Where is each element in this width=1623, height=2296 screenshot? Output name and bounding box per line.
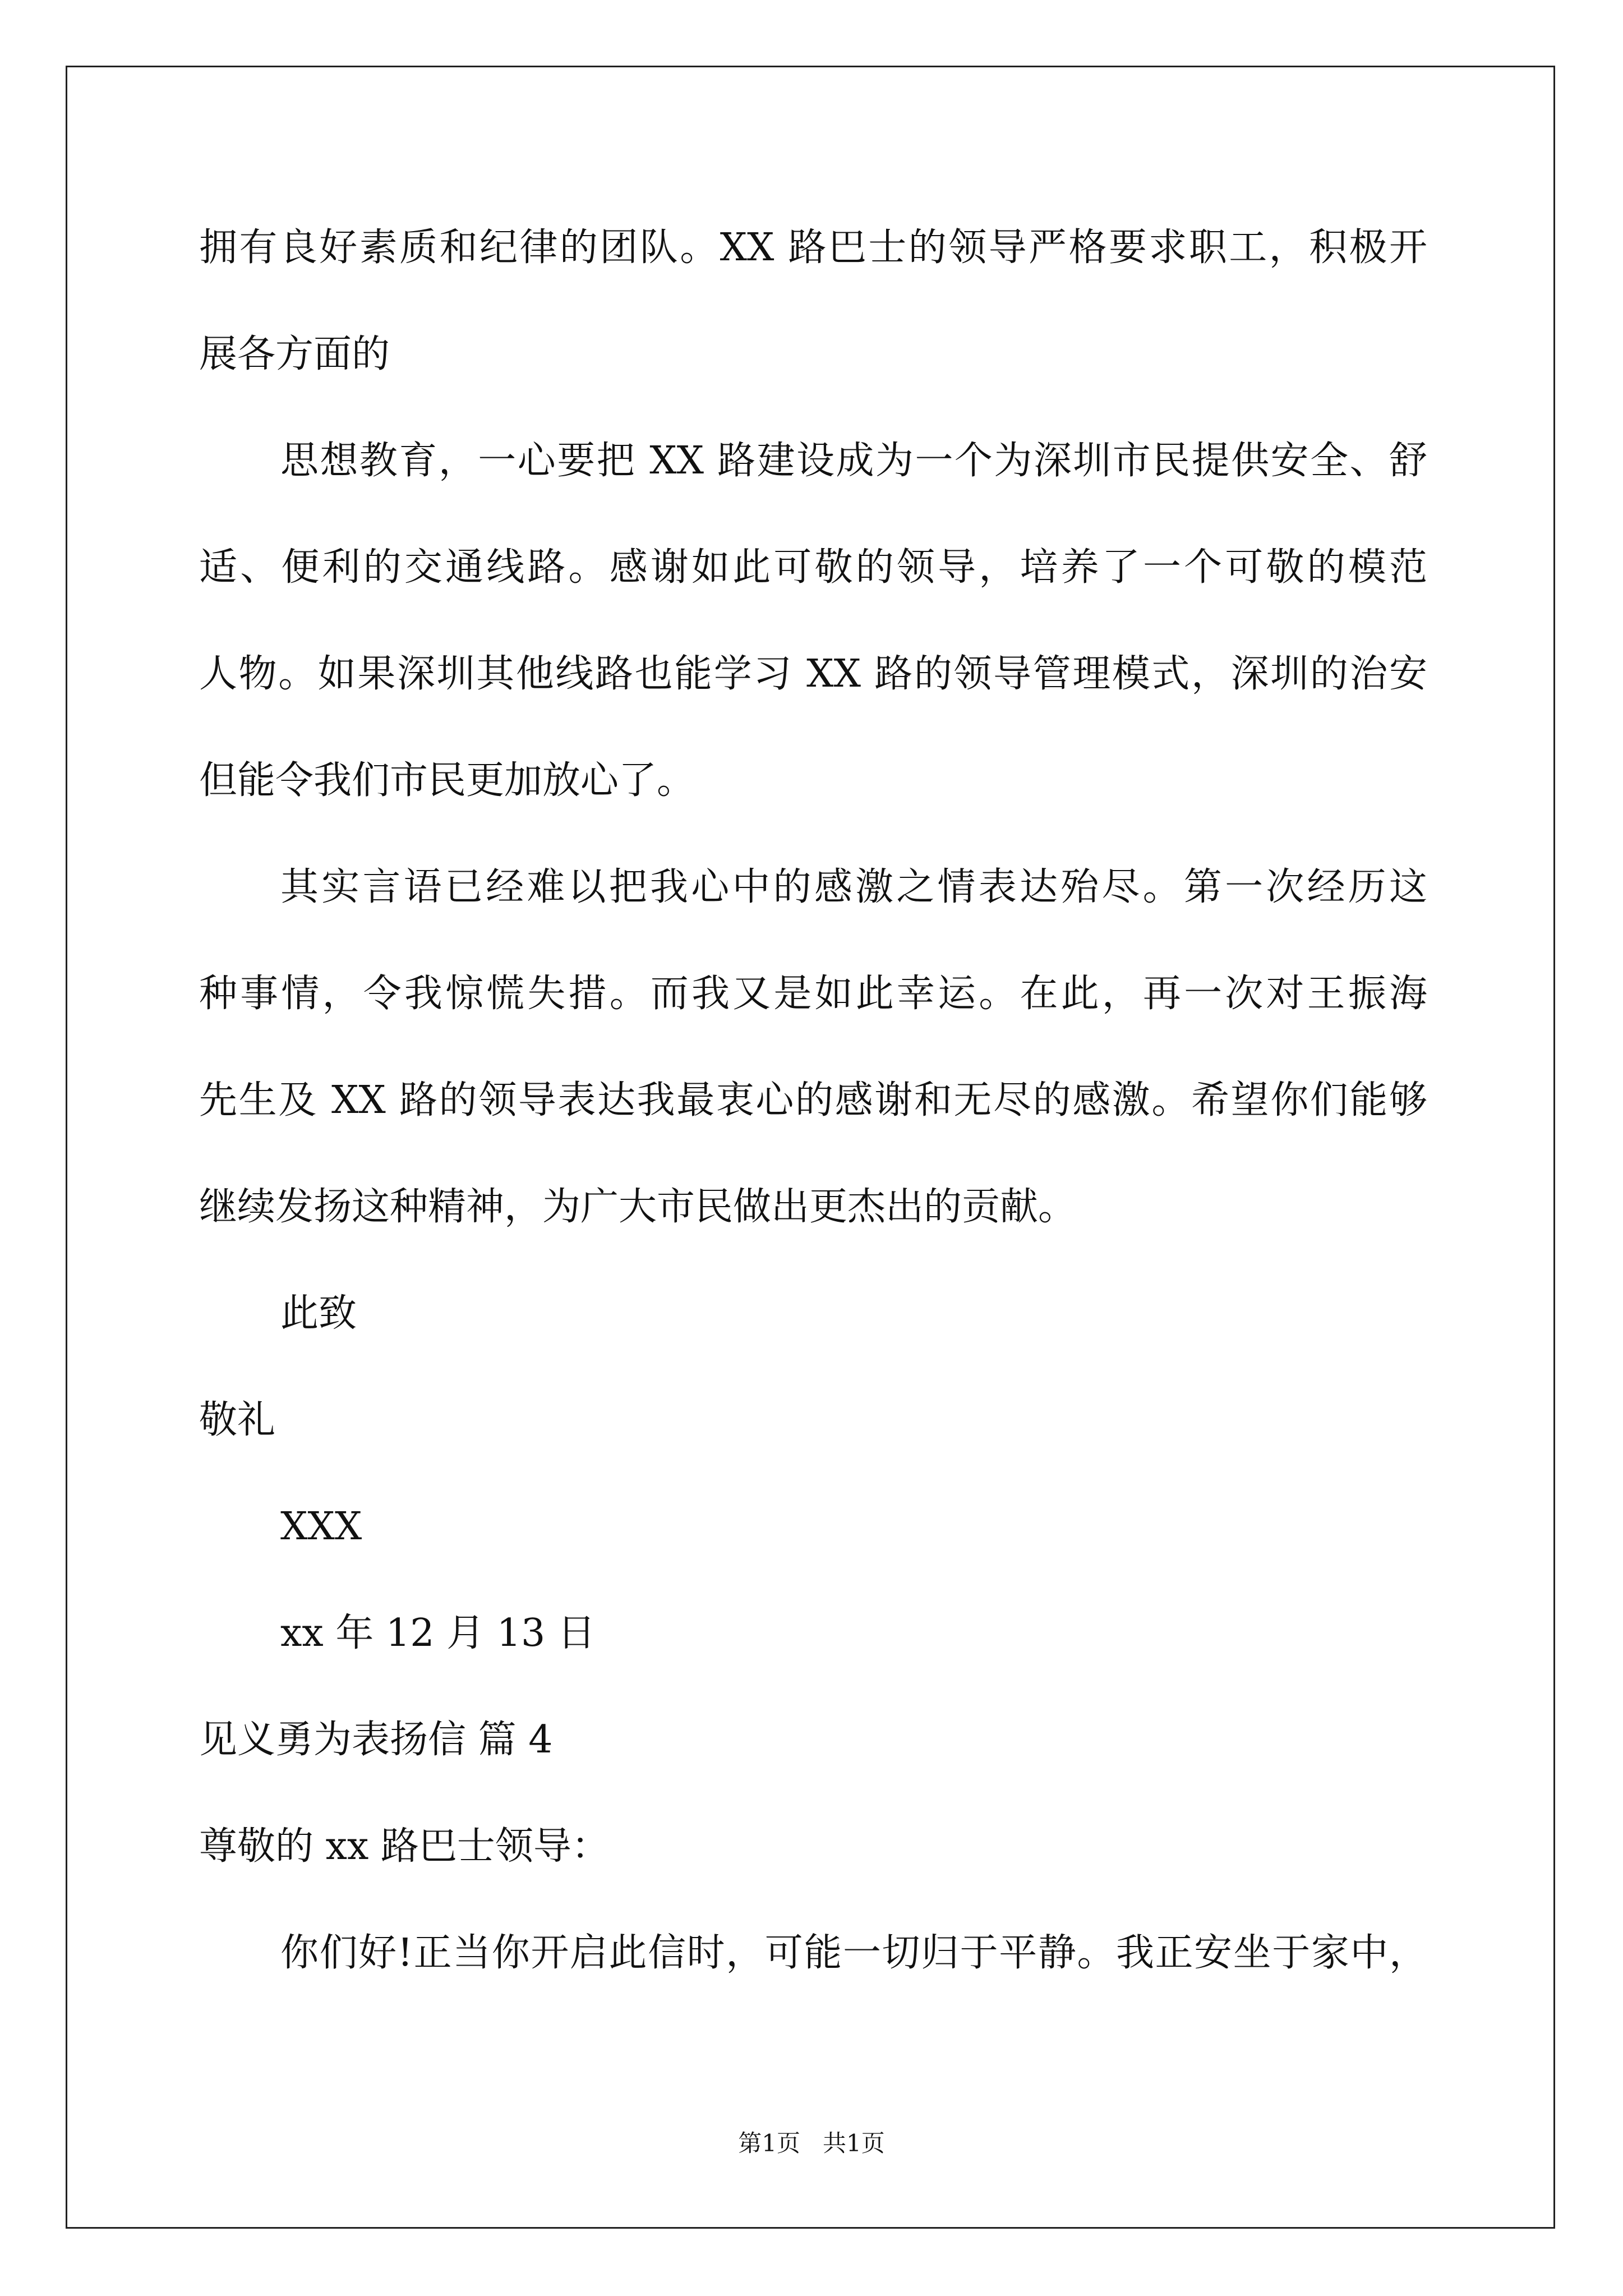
- body-line-6: 但能令我们市民更加放心了。: [199, 758, 695, 803]
- body-line-17: 你们好!正当你开启此信时，可能一切归于平静。我正安坐于家中，: [280, 1931, 1427, 1975]
- letter-date: xx 年 12 月 13 日: [280, 1611, 596, 1655]
- closing-regards: 敬礼: [199, 1398, 276, 1442]
- body-line-5: 人物。如果深圳其他线路也能学习 XX 路的领导管理模式，深圳的治安: [199, 652, 1427, 696]
- closing-salutation: 此致: [280, 1291, 357, 1336]
- body-line-10: 继续发扬这种精神，为广大市民做出更杰出的贡献。: [199, 1185, 1077, 1229]
- body-line-9: 先生及 XX 路的领导表达我最衷心的感谢和无尽的感激。希望你们能够: [199, 1078, 1427, 1122]
- page-border: [66, 66, 1555, 2229]
- body-line-1: 拥有良好素质和纪律的团队。XX 路巴士的领导严格要求职工，积极开: [199, 226, 1427, 270]
- section-heading: 见义勇为表扬信 篇 4: [199, 1718, 553, 1762]
- body-line-4: 适、便利的交通线路。感谢如此可敬的领导，培养了一个可敬的模范: [199, 545, 1427, 590]
- body-line-7: 其实言语已经难以把我心中的感激之情表达殆尽。第一次经历这: [280, 865, 1427, 909]
- body-line-3: 思想教育，一心要把 XX 路建设成为一个为深圳市民提供安全、舒: [280, 439, 1427, 483]
- page-footer: 第1页 共1页: [738, 2129, 885, 2157]
- body-line-2: 展各方面的: [199, 332, 390, 376]
- signature: XXX: [280, 1504, 362, 1549]
- body-line-8: 种事情，令我惊慌失措。而我又是如此幸运。在此，再一次对王振海: [199, 972, 1427, 1016]
- letter-greeting: 尊敬的 xx 路巴士领导：: [199, 1824, 610, 1869]
